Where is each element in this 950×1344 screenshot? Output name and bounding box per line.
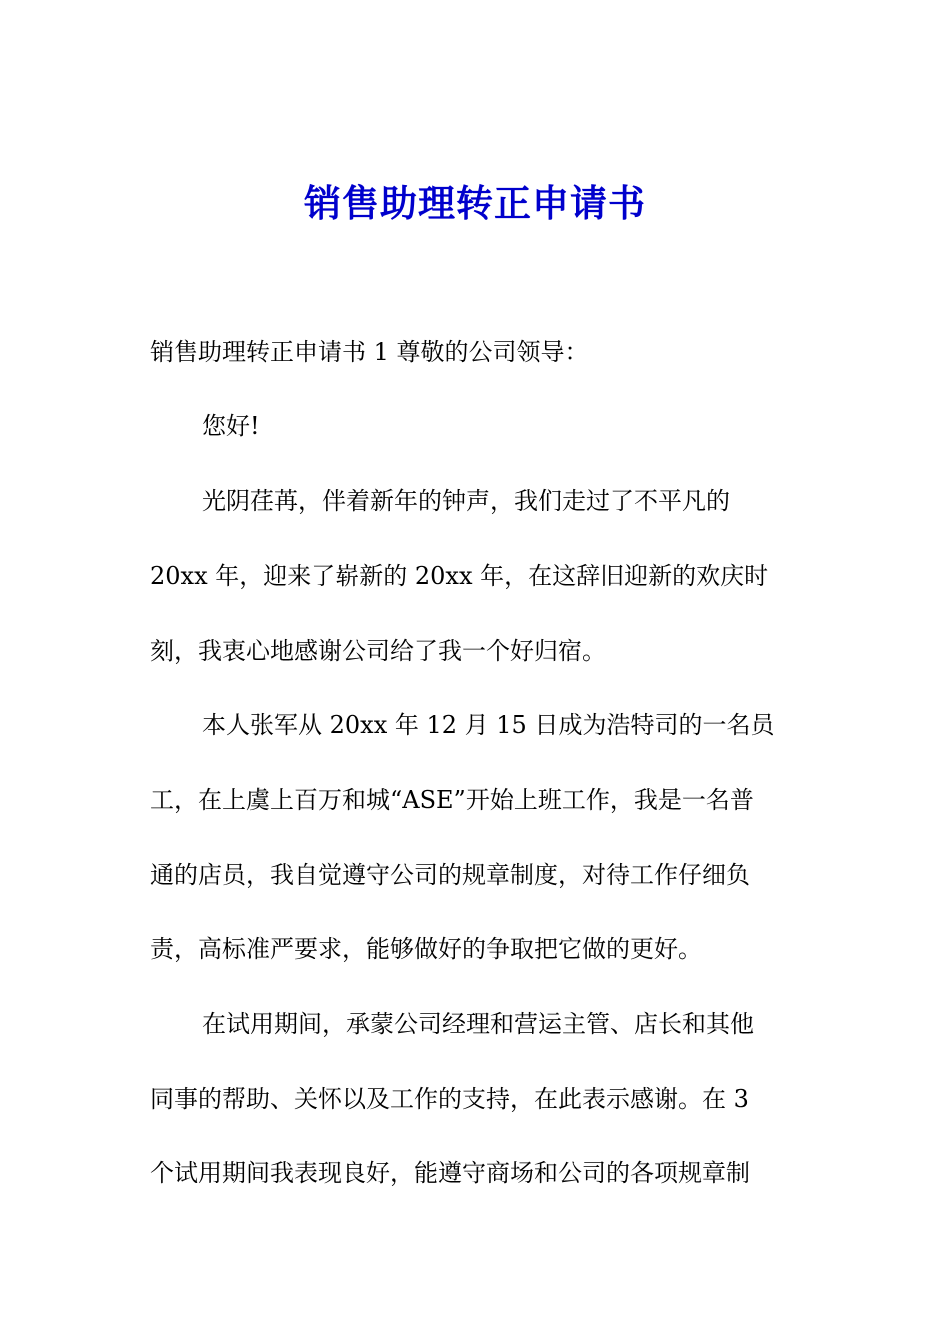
paragraph-line: 光阴荏苒，伴着新年的钟声，我们走过了不平凡的 [202,487,730,515]
greeting-line: 您好! [202,412,260,440]
paragraph-line: 通的店员，我自觉遵守公司的规章制度，对待工作仔细负 [150,861,750,889]
document-title: 销售助理转正申请书 [304,181,646,225]
paragraph-line: 工，在上虞上百万和城“ASE”开始上班工作，我是一名普 [150,786,754,814]
paragraph-line: 20xx 年，迎来了崭新的 20xx 年，在这辞旧迎新的欢庆时 [150,562,769,590]
paragraph-line: 本人张军从 20xx 年 12 月 15 日成为浩特司的一名员 [202,711,775,739]
paragraph-line: 责，高标准严要求，能够做好的争取把它做的更好。 [150,935,702,963]
paragraph-line: 在试用期间，承蒙公司经理和营运主管、店长和其他 [202,1010,754,1038]
salutation-line: 销售助理转正申请书 1 尊敬的公司领导： [150,338,589,366]
paragraph-line: 个试用期间我表现良好，能遵守商场和公司的各项规章制 [150,1159,750,1187]
paragraph-line: 刻，我衷心地感谢公司给了我一个好归宿。 [150,637,606,665]
paragraph-line: 同事的帮助、关怀以及工作的支持，在此表示感谢。在 3 [150,1085,749,1113]
